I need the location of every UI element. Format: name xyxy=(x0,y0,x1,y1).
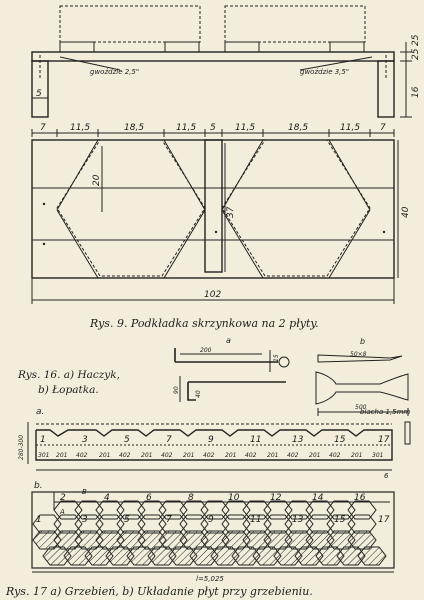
svg-text:402: 402 xyxy=(161,452,173,459)
svg-text:11,5: 11,5 xyxy=(340,123,361,133)
svg-text:402: 402 xyxy=(287,452,299,459)
fig16-dim-40: 40 xyxy=(195,390,202,398)
fig16-dim-90: 90 xyxy=(173,386,180,394)
svg-text:11,5: 11,5 xyxy=(176,123,197,133)
svg-text:5: 5 xyxy=(124,515,130,525)
fig17-caption: Rys. 17 a) Grzebień, b) Układanie płyt przy grzebieniu. xyxy=(6,585,313,598)
fig17a-label: a. xyxy=(36,407,45,417)
svg-text:18,5: 18,5 xyxy=(288,123,309,133)
svg-text:11,5: 11,5 xyxy=(70,123,91,133)
svg-text:301: 301 xyxy=(372,452,384,459)
svg-text:7: 7 xyxy=(166,435,172,445)
svg-text:12: 12 xyxy=(270,493,282,503)
svg-text:5: 5 xyxy=(124,435,130,445)
svg-text:402: 402 xyxy=(203,452,215,459)
fig16-dim-200: 200 xyxy=(200,347,212,354)
svg-text:201: 201 xyxy=(99,452,111,459)
svg-text:13: 13 xyxy=(292,435,304,445)
svg-text:301: 301 xyxy=(38,452,50,459)
fig17a-mark-6: 6 xyxy=(384,472,389,480)
fig17b-label: b. xyxy=(34,481,43,491)
fig17a-height-label: 280-300 xyxy=(18,434,25,460)
fig9-dim-20: 20 xyxy=(92,174,102,186)
svg-text:201: 201 xyxy=(351,452,363,459)
svg-text:2: 2 xyxy=(60,493,66,503)
fig9-nail-label-right: gwoździe 3,5" xyxy=(300,68,350,76)
svg-text:13: 13 xyxy=(292,515,304,525)
fig17b-length-label: l=5,025 xyxy=(196,575,224,583)
fig16-caption-a: Rys. 16. a) Haczyk, xyxy=(18,369,120,381)
svg-text:8: 8 xyxy=(188,493,194,503)
svg-text:10: 10 xyxy=(228,493,240,503)
fig9-nail-label-left: gwoździe 2,5" xyxy=(90,68,140,76)
svg-text:4: 4 xyxy=(104,493,110,503)
fig16-label-a: a xyxy=(226,336,231,345)
svg-text:15: 15 xyxy=(334,435,346,445)
svg-text:201: 201 xyxy=(267,452,279,459)
svg-text:7: 7 xyxy=(166,515,172,525)
fig9-dim-37: 37 xyxy=(226,206,236,218)
svg-text:9: 9 xyxy=(208,515,214,525)
fig16-label-b: b xyxy=(360,337,366,346)
svg-text:201: 201 xyxy=(309,452,321,459)
svg-text:402: 402 xyxy=(329,452,341,459)
svg-text:5: 5 xyxy=(210,123,216,133)
fig17b-letter-b: B xyxy=(82,488,87,496)
svg-text:7: 7 xyxy=(40,123,46,133)
svg-text:17: 17 xyxy=(378,515,390,525)
fig9-dim-40: 40 xyxy=(401,206,411,218)
svg-text:14: 14 xyxy=(312,493,324,503)
svg-text:3: 3 xyxy=(82,515,88,525)
svg-text:18,5: 18,5 xyxy=(124,123,145,133)
fig9-dim-16: 16 xyxy=(411,86,421,98)
svg-text:11: 11 xyxy=(250,435,262,445)
svg-text:3: 3 xyxy=(82,435,88,445)
svg-text:11,5: 11,5 xyxy=(235,123,256,133)
svg-text:201: 201 xyxy=(141,452,153,459)
svg-text:402: 402 xyxy=(245,452,257,459)
fig9-dim-5: 5 xyxy=(36,89,42,99)
fig16-caption-b: b) Łopatka. xyxy=(38,384,99,396)
svg-text:11: 11 xyxy=(250,515,262,525)
svg-text:9: 9 xyxy=(208,435,214,445)
svg-text:15: 15 xyxy=(334,515,346,525)
svg-text:201: 201 xyxy=(56,452,68,459)
svg-text:201: 201 xyxy=(225,452,237,459)
svg-text:7: 7 xyxy=(380,123,386,133)
fig16-dim-15: 15 xyxy=(273,354,280,362)
fig9-caption: Rys. 9. Podkładka skrzynkowa na 2 płyty. xyxy=(90,317,319,330)
fig17b-letter-a: A xyxy=(60,508,65,516)
fig17a-sheet-label: blacha 1,5mm xyxy=(360,408,411,416)
svg-text:6: 6 xyxy=(146,493,152,503)
fig9-dim-25-b: 25 xyxy=(411,34,421,46)
svg-text:16: 16 xyxy=(354,493,366,503)
svg-text:402: 402 xyxy=(76,452,88,459)
svg-text:201: 201 xyxy=(183,452,195,459)
svg-text:1: 1 xyxy=(36,515,42,525)
fig16-dim-50x8: 50×8 xyxy=(350,351,367,358)
svg-text:402: 402 xyxy=(119,452,131,459)
fig16-dim-500: 500 xyxy=(355,404,367,411)
fig9-dim-25-a: 25 xyxy=(411,48,421,60)
fig9-dim-102: 102 xyxy=(204,290,222,300)
svg-text:1: 1 xyxy=(40,435,46,445)
svg-text:17: 17 xyxy=(378,435,390,445)
